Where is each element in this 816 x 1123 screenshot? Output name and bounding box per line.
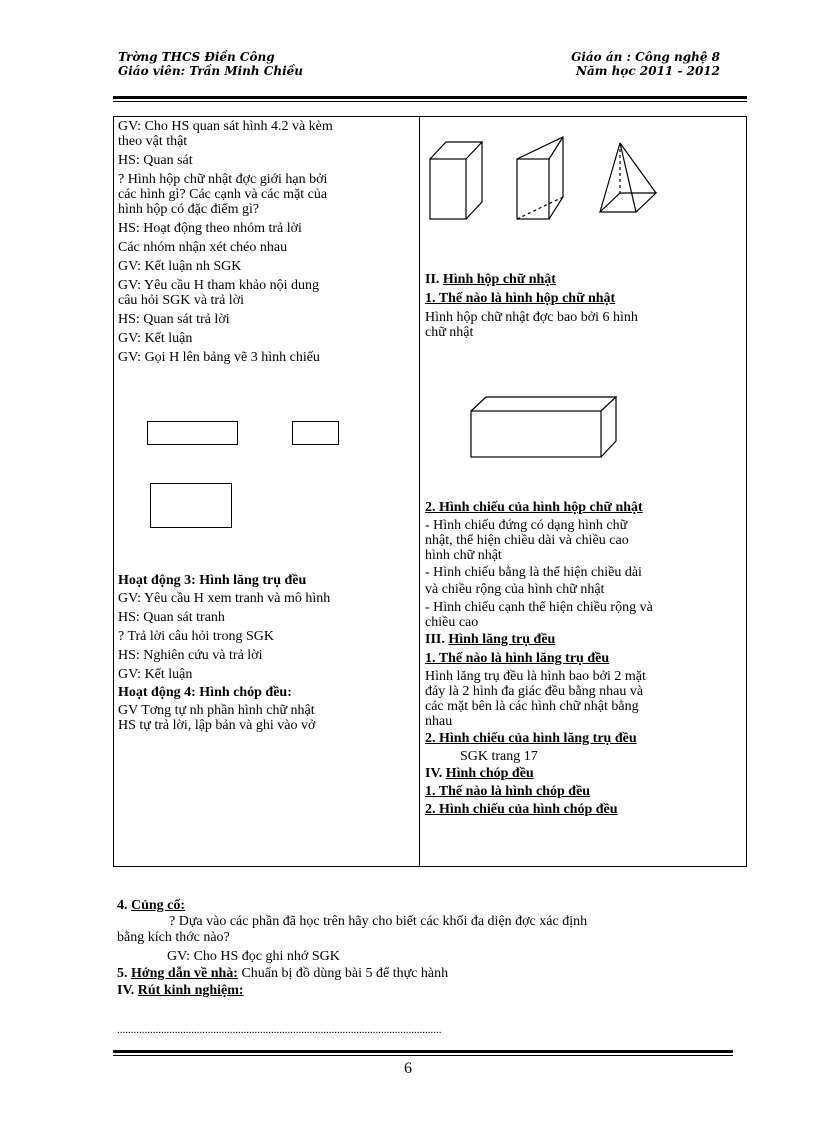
item-4-title: Củng cố: <box>131 898 186 913</box>
header-left <box>118 50 303 78</box>
left-line: Các nhóm nhận xét chéo nhau <box>118 240 288 255</box>
footer-rule-thick <box>113 1050 733 1053</box>
item-4-heading <box>117 898 757 914</box>
left-line: GV: Kết luận <box>118 667 193 682</box>
left-line: HS: Hoạt động theo nhóm trả lời <box>118 221 302 236</box>
section-2-number: II. <box>425 272 440 287</box>
prism-shape <box>517 137 563 219</box>
solids-illustration <box>424 127 674 227</box>
left-line: HS: Quan sát tranh <box>118 610 225 625</box>
section-4-sub-1: 1. Thế nào là hình chóp đều <box>425 784 591 799</box>
left-line: GV Tơng tự nh phần hình chữ nhật <box>118 703 315 718</box>
item-5-number: 5. <box>117 966 128 981</box>
right-line: chữ nhật <box>425 325 474 340</box>
side-view-rect <box>292 421 339 445</box>
left-line: hình hộp có đặc điểm gì? <box>118 202 260 217</box>
section-2-sub-1: 1. Thế nào là hình hộp chữ nhật <box>425 291 616 306</box>
right-line: nhau <box>425 714 453 729</box>
right-line: Hình hộp chữ nhật đợc bao bởi 6 hình <box>425 310 638 325</box>
item-6-heading <box>117 983 757 999</box>
section-3-sub-1: 1. Thế nào là hình lăng trụ đều <box>425 651 610 666</box>
pyramid-shape <box>600 143 656 212</box>
right-line: đáy là 2 hình đa giác đều bằng nhau và <box>425 684 644 699</box>
column-divider <box>419 117 420 866</box>
left-column-lower <box>118 573 412 733</box>
right-line: các mặt bên là các hình chữ nhật bằng <box>425 699 639 714</box>
footer-rule-thin <box>113 1055 733 1056</box>
left-line: HS: Quan sát <box>118 153 193 168</box>
section-2-title: Hình hộp chữ nhật <box>442 272 556 287</box>
section-3-sub-2: 2. Hình chiếu của hình lăng trụ đều <box>425 731 637 746</box>
left-line: GV: Yêu cầu H tham khảo nội dung <box>118 278 320 293</box>
section-3-heading <box>425 632 740 647</box>
box-shape <box>430 142 482 219</box>
left-line: HS: Nghiên cứu và trả lời <box>118 648 263 663</box>
section-3-title: Hình lăng trụ đều <box>448 632 556 647</box>
page-number: 6 <box>404 1060 412 1077</box>
item-6-number: IV. <box>117 983 135 998</box>
left-line: các hình gì? Các cạnh và các mặt của <box>118 187 328 202</box>
left-line: GV: Yêu cầu H xem tranh và mô hình <box>118 591 331 606</box>
section-4-heading <box>425 766 740 781</box>
right-line: nhật, thể hiện chiều dài và chiều cao <box>425 533 629 548</box>
notes-dotted-line: ...................................................................................................................... <box>117 1024 442 1036</box>
right-column-section-2 <box>425 272 740 340</box>
front-view-rect <box>147 421 238 445</box>
activity-4-title: Hoạt động 4: Hình chóp đều: <box>118 685 292 700</box>
left-line: câu hỏi SGK và trả lời <box>118 293 244 308</box>
teacher-name: Giáo viên: Trần Minh Chiều <box>118 64 303 78</box>
bottom-section <box>117 898 757 999</box>
rectangular-box-drawing <box>466 393 626 463</box>
top-view-rect <box>150 483 232 528</box>
right-line: Hình lăng trụ đều là hình bao bởi 2 mặt <box>425 669 646 684</box>
item-5-title: Hớng dẫn về nhà: <box>131 966 238 981</box>
right-line: - Hình chiếu cạnh thể hiện chiều rộng và <box>425 600 653 615</box>
subject-label: Giáo án : Công nghệ 8 <box>571 50 720 64</box>
school-year: Năm học 2011 - 2012 <box>576 64 720 78</box>
header-rule-thick <box>113 96 747 99</box>
item-4-gv: GV: Cho HS đọc ghi nhớ SGK <box>167 949 340 964</box>
right-line: hình chữ nhật <box>425 548 502 563</box>
header-rule-thin <box>113 101 747 102</box>
lesson-table <box>113 116 747 867</box>
right-line: chiều cao <box>425 615 479 630</box>
section-3-number: III. <box>425 632 445 647</box>
left-line: ? Trả lời câu hỏi trong SGK <box>118 629 274 644</box>
left-column <box>118 119 412 365</box>
left-line: GV: Kết luận nh SGK <box>118 259 242 274</box>
section-2-heading <box>425 272 740 287</box>
right-line: và chiều rộng của hình chữ nhật <box>425 582 605 597</box>
sgk-reference: SGK trang 17 <box>460 749 538 764</box>
section-4-number: IV. <box>425 766 443 781</box>
section-2-sub-2: 2. Hình chiếu của hình hộp chữ nhật <box>425 500 643 515</box>
section-4-title: Hình chóp đều <box>445 766 534 781</box>
school-name: Trờng THCS Điền Công <box>118 50 275 64</box>
section-4-sub-2: 2. Hình chiếu của hình chóp đều <box>425 802 618 817</box>
left-line: ? Hình hộp chữ nhật đợc giới hạn bởi <box>118 172 328 187</box>
left-line: HS: Quan sát trả lời <box>118 312 230 327</box>
item-5-line <box>117 966 757 982</box>
right-line: - Hình chiếu đứng có dạng hình chữ <box>425 518 628 533</box>
item-4-question: ? Dựa vào các phần đã học trên hãy cho biết các khối đa diện đợc xác định <box>169 914 588 929</box>
header-right <box>571 50 720 78</box>
left-line: HS tự trả lời, lập bản và ghi vào vở <box>118 718 316 733</box>
left-line: GV: Kết luận <box>118 331 193 346</box>
left-line: GV: Cho HS quan sát hình 4.2 và kèm <box>118 119 333 134</box>
right-line: - Hình chiếu bằng là thể hiện chiều dài <box>425 565 642 580</box>
item-4-number: 4. <box>117 898 128 913</box>
left-line: theo vật thật <box>118 134 188 149</box>
item-4-question-cont: bằng kích thớc nào? <box>117 930 230 945</box>
right-column-lower <box>425 500 740 817</box>
item-5-text: Chuẩn bị đồ dùng bài 5 để thực hành <box>241 966 449 981</box>
activity-3-title: Hoạt động 3: Hình lăng trụ đều <box>118 573 307 588</box>
left-line: GV: Gọi H lên bảng vẽ 3 hình chiếu <box>118 350 320 365</box>
item-6-title: Rút kinh nghiệm: <box>137 983 244 998</box>
